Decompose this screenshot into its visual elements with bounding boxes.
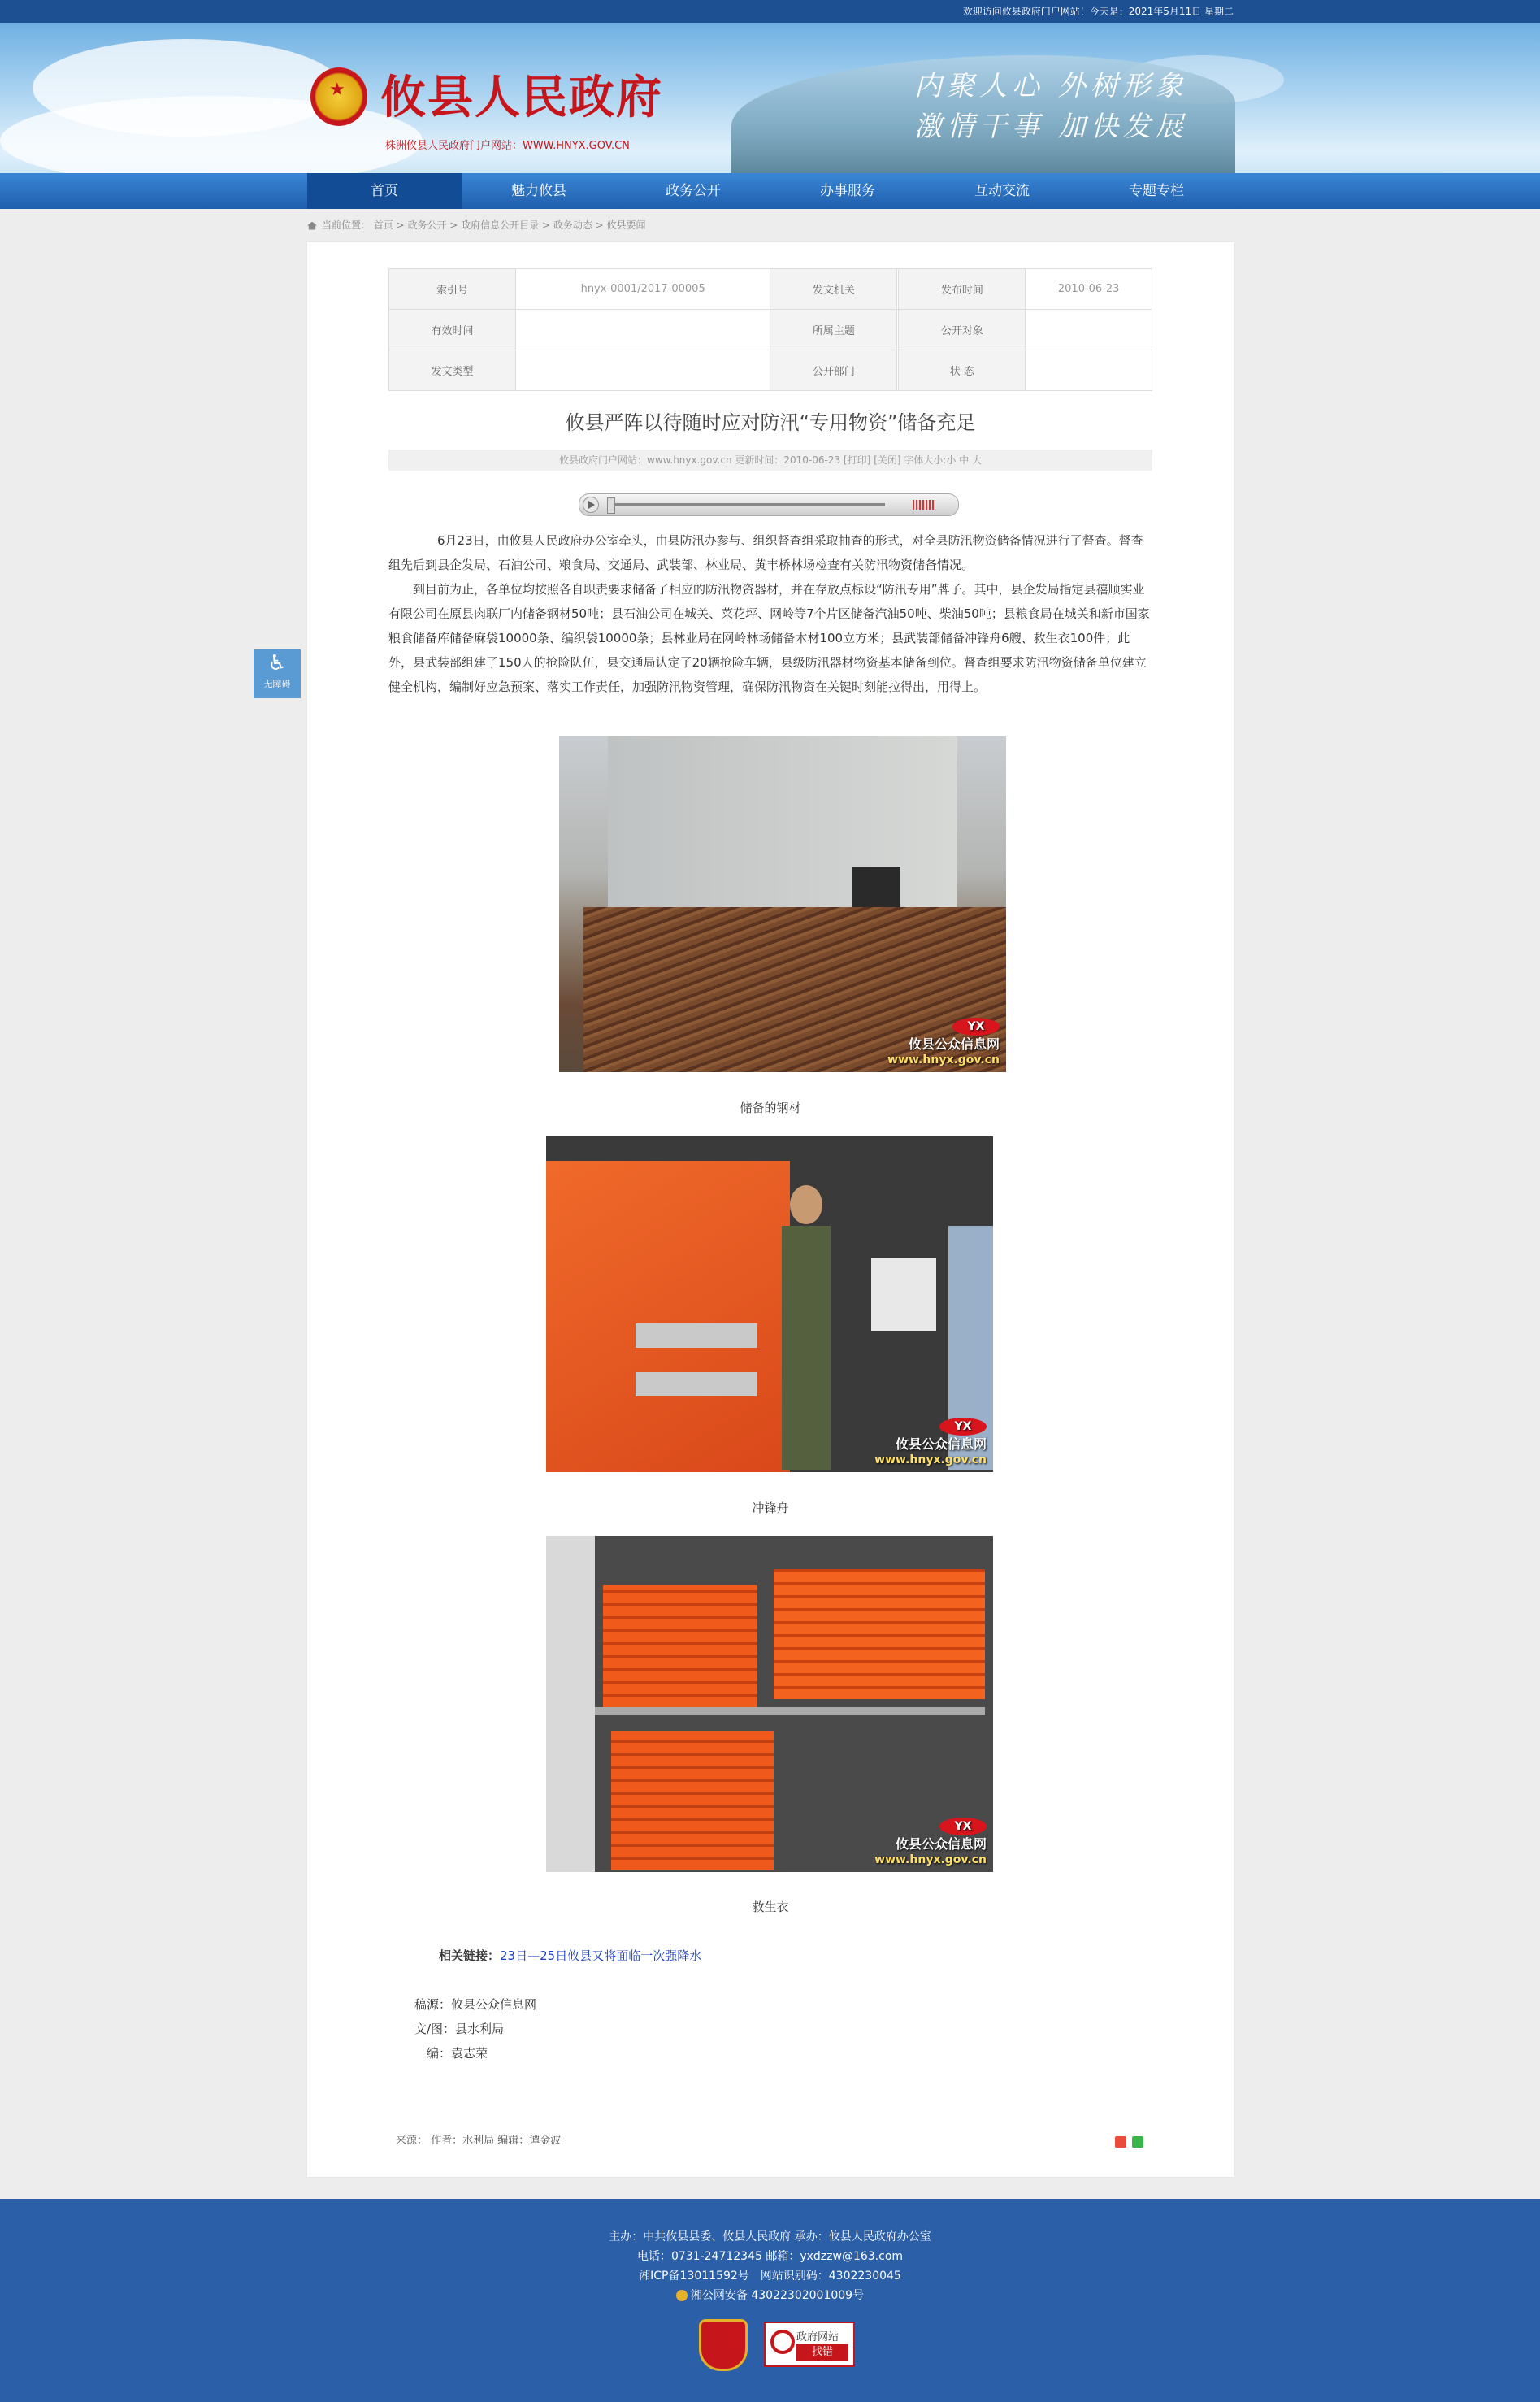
watermark: YX 攸县公众信息网 www.hnyx.gov.cn [874, 1818, 987, 1867]
author-line: 文/图：县水利局 [414, 2022, 505, 2036]
nav-home[interactable]: 首页 [307, 173, 462, 209]
article-info-bar[interactable]: 攸县政府门户网站：www.hnyx.gov.cn 更新时间：2010-06-23 [打印] [关闭] 字体大小:小 中 大 [388, 450, 1152, 471]
watermark-url: www.hnyx.gov.cn [887, 1053, 1000, 1066]
gov-site-error-report-badge[interactable] [764, 2322, 855, 2367]
nav-services[interactable]: 办事服务 [820, 183, 875, 199]
lifejacket-photo [546, 1536, 993, 1872]
related-label: 相关链接： [439, 1948, 501, 1963]
badge-text-bottom: 找错 [796, 2344, 848, 2361]
wechat-share-icon[interactable] [1132, 2136, 1143, 2148]
accessibility-label: 无障碍 [263, 679, 291, 689]
nav-interaction[interactable]: 互动交流 [974, 183, 1030, 199]
meta-value [516, 350, 770, 391]
article-body [388, 528, 1152, 699]
meta-key: 发文机关 [770, 269, 897, 310]
meta-key: 发布时间 [899, 269, 1026, 310]
meta-value [1026, 310, 1152, 350]
meta-value [516, 310, 770, 350]
site-subtitle: 株洲攸县人民政府门户网站：WWW.HNYX.GOV.CN [385, 140, 630, 152]
paragraph: 到目前为止，各单位均按照各自职责要求储备了相应的防汛物资器材，并在存放点标设“防汛专用”牌子。其中，县企发局指定县禧顺实业有限公司在原县肉联厂内储备钢材50吨；县石油公司在城关、菜花坪、网岭等7个片区储备汽油50吨、柴油50吨；县粮食局在城关和新市国家粮食储备库储备麻袋10000条、编织袋10000条；县林业局在网岭林场储备木材100立方米；县武装部储备冲锋舟6艘、救生衣100件；此外，县武装部组建了150人的抢险队伍，县交通局认定了20辆抢险车辆，县级防汛器材物资基本储备到位。督查组要求防汛物资储备单位建立健全机构，编制好应急预案、落实工作责任，加强防汛物资管理，确保防汛物资在关键时刻能拉得出，用得上。 [388, 582, 1150, 694]
badge-text-top: 政府网站 [796, 2331, 839, 2343]
nav-charm[interactable]: 魅力攸县 [511, 183, 566, 199]
magnifier-icon [770, 2330, 795, 2354]
watermark-name: 攸县公众信息网 [895, 1436, 987, 1452]
home-icon [307, 222, 317, 230]
party-gov-badge-icon[interactable] [699, 2319, 748, 2371]
related-links [439, 1947, 701, 1964]
editor-line: 编：袁志荣 [427, 2046, 488, 2061]
volume-icon[interactable] [913, 500, 934, 510]
nav-gov-affairs[interactable]: 政务公开 [666, 183, 721, 199]
accessibility-button[interactable] [254, 649, 301, 698]
header-banner [0, 23, 1540, 173]
footer-icp[interactable]: 湘ICP备13011592号 网站识别码：4302230045 [639, 2270, 901, 2283]
steel-photo [559, 736, 1006, 1072]
police-badge-icon [676, 2290, 688, 2301]
footer-contact: 电话：0731-24712345 邮箱：yxdzzw@163.com [636, 2250, 904, 2263]
article-title: 攸县严阵以待随时应对防汛“专用物资”储备充足 [565, 411, 976, 434]
watermark-name: 攸县公众信息网 [895, 1836, 987, 1852]
meta-value: 2010-06-23 [1026, 269, 1152, 310]
source-line: 稿源：攸县公众信息网 [414, 1997, 537, 2012]
footer-police-text: 湘公网安备 43022302001009号 [690, 2289, 865, 2302]
boat-photo [546, 1136, 993, 1472]
meta-key: 索引号 [389, 269, 516, 310]
watermark-url: www.hnyx.gov.cn [874, 1853, 987, 1866]
table-row [389, 310, 1152, 350]
meta-value: hnyx-0001/2017-00005 [516, 269, 770, 310]
meta-key: 发文类型 [389, 350, 516, 391]
watermark-name: 攸县公众信息网 [908, 1036, 1000, 1052]
footer-sponsor: 主办：中共攸县县委、攸县人民政府 承办：攸县人民政府办公室 [609, 2230, 931, 2243]
progress-track[interactable] [609, 503, 885, 506]
wheelchair-icon: ♿ [267, 651, 287, 675]
breadcrumb [307, 218, 646, 232]
progress-handle[interactable] [607, 497, 615, 514]
meta-key: 所属主题 [770, 310, 897, 350]
photo-caption: 储备的钢材 [740, 1101, 801, 1115]
watermark-url: www.hnyx.gov.cn [874, 1453, 987, 1466]
footer-police[interactable] [0, 2287, 1540, 2303]
paragraph: 6月23日，由攸县人民政府办公室牵头，由县防汛办参与、组织督查组采取抽查的形式，对全县防汛物资储备情况进行了督查。督查组先后到县企发局、石油公司、粮食局、交通局、武装部、林业局、黄丰桥林场检查有关防汛物资储备情况。 [388, 533, 1143, 572]
document-meta-table [388, 268, 1152, 391]
slogan-line-2: 激情干事 加快发展 [914, 111, 1188, 143]
slogan-line-1: 内聚人心 外树形象 [914, 70, 1188, 102]
main-nav [0, 173, 1540, 209]
audio-player[interactable] [579, 493, 959, 516]
welcome-text: 欢迎访问攸县政府门户网站！今天是：2021年5月11日 星期二 [962, 6, 1234, 17]
photo-caption: 救生衣 [752, 1900, 789, 1914]
table-row [389, 350, 1152, 391]
meta-key: 有效时间 [389, 310, 516, 350]
meta-value [1026, 350, 1152, 391]
article-footer-meta: 来源： 作者：水利局 编辑：谭金波 [396, 2135, 562, 2147]
table-row [389, 269, 1152, 310]
site-footer [0, 2199, 1540, 2402]
photo-caption: 冲锋舟 [752, 1501, 789, 1515]
watermark: YX 攸县公众信息网 www.hnyx.gov.cn [874, 1418, 987, 1467]
site-title[interactable]: 攸县人民政府 [380, 71, 663, 124]
breadcrumb-text[interactable]: 当前位置： 首页 > 政务公开 > 政府信息公开目录 > 政务动态 > 攸县要闻 [322, 219, 646, 231]
print-share-icon[interactable] [1115, 2136, 1126, 2148]
meta-key: 公开部门 [770, 350, 897, 391]
watermark: YX 攸县公众信息网 www.hnyx.gov.cn [887, 1018, 1000, 1067]
meta-key: 公开对象 [899, 310, 1026, 350]
meta-key: 状 态 [899, 350, 1026, 391]
national-emblem-icon: ★ [310, 67, 367, 126]
top-bar [0, 0, 1540, 23]
related-link[interactable]: 23日—25日攸县又将面临一次强降水 [500, 1948, 702, 1963]
nav-topics[interactable]: 专题专栏 [1129, 183, 1184, 199]
play-icon[interactable] [583, 497, 599, 513]
